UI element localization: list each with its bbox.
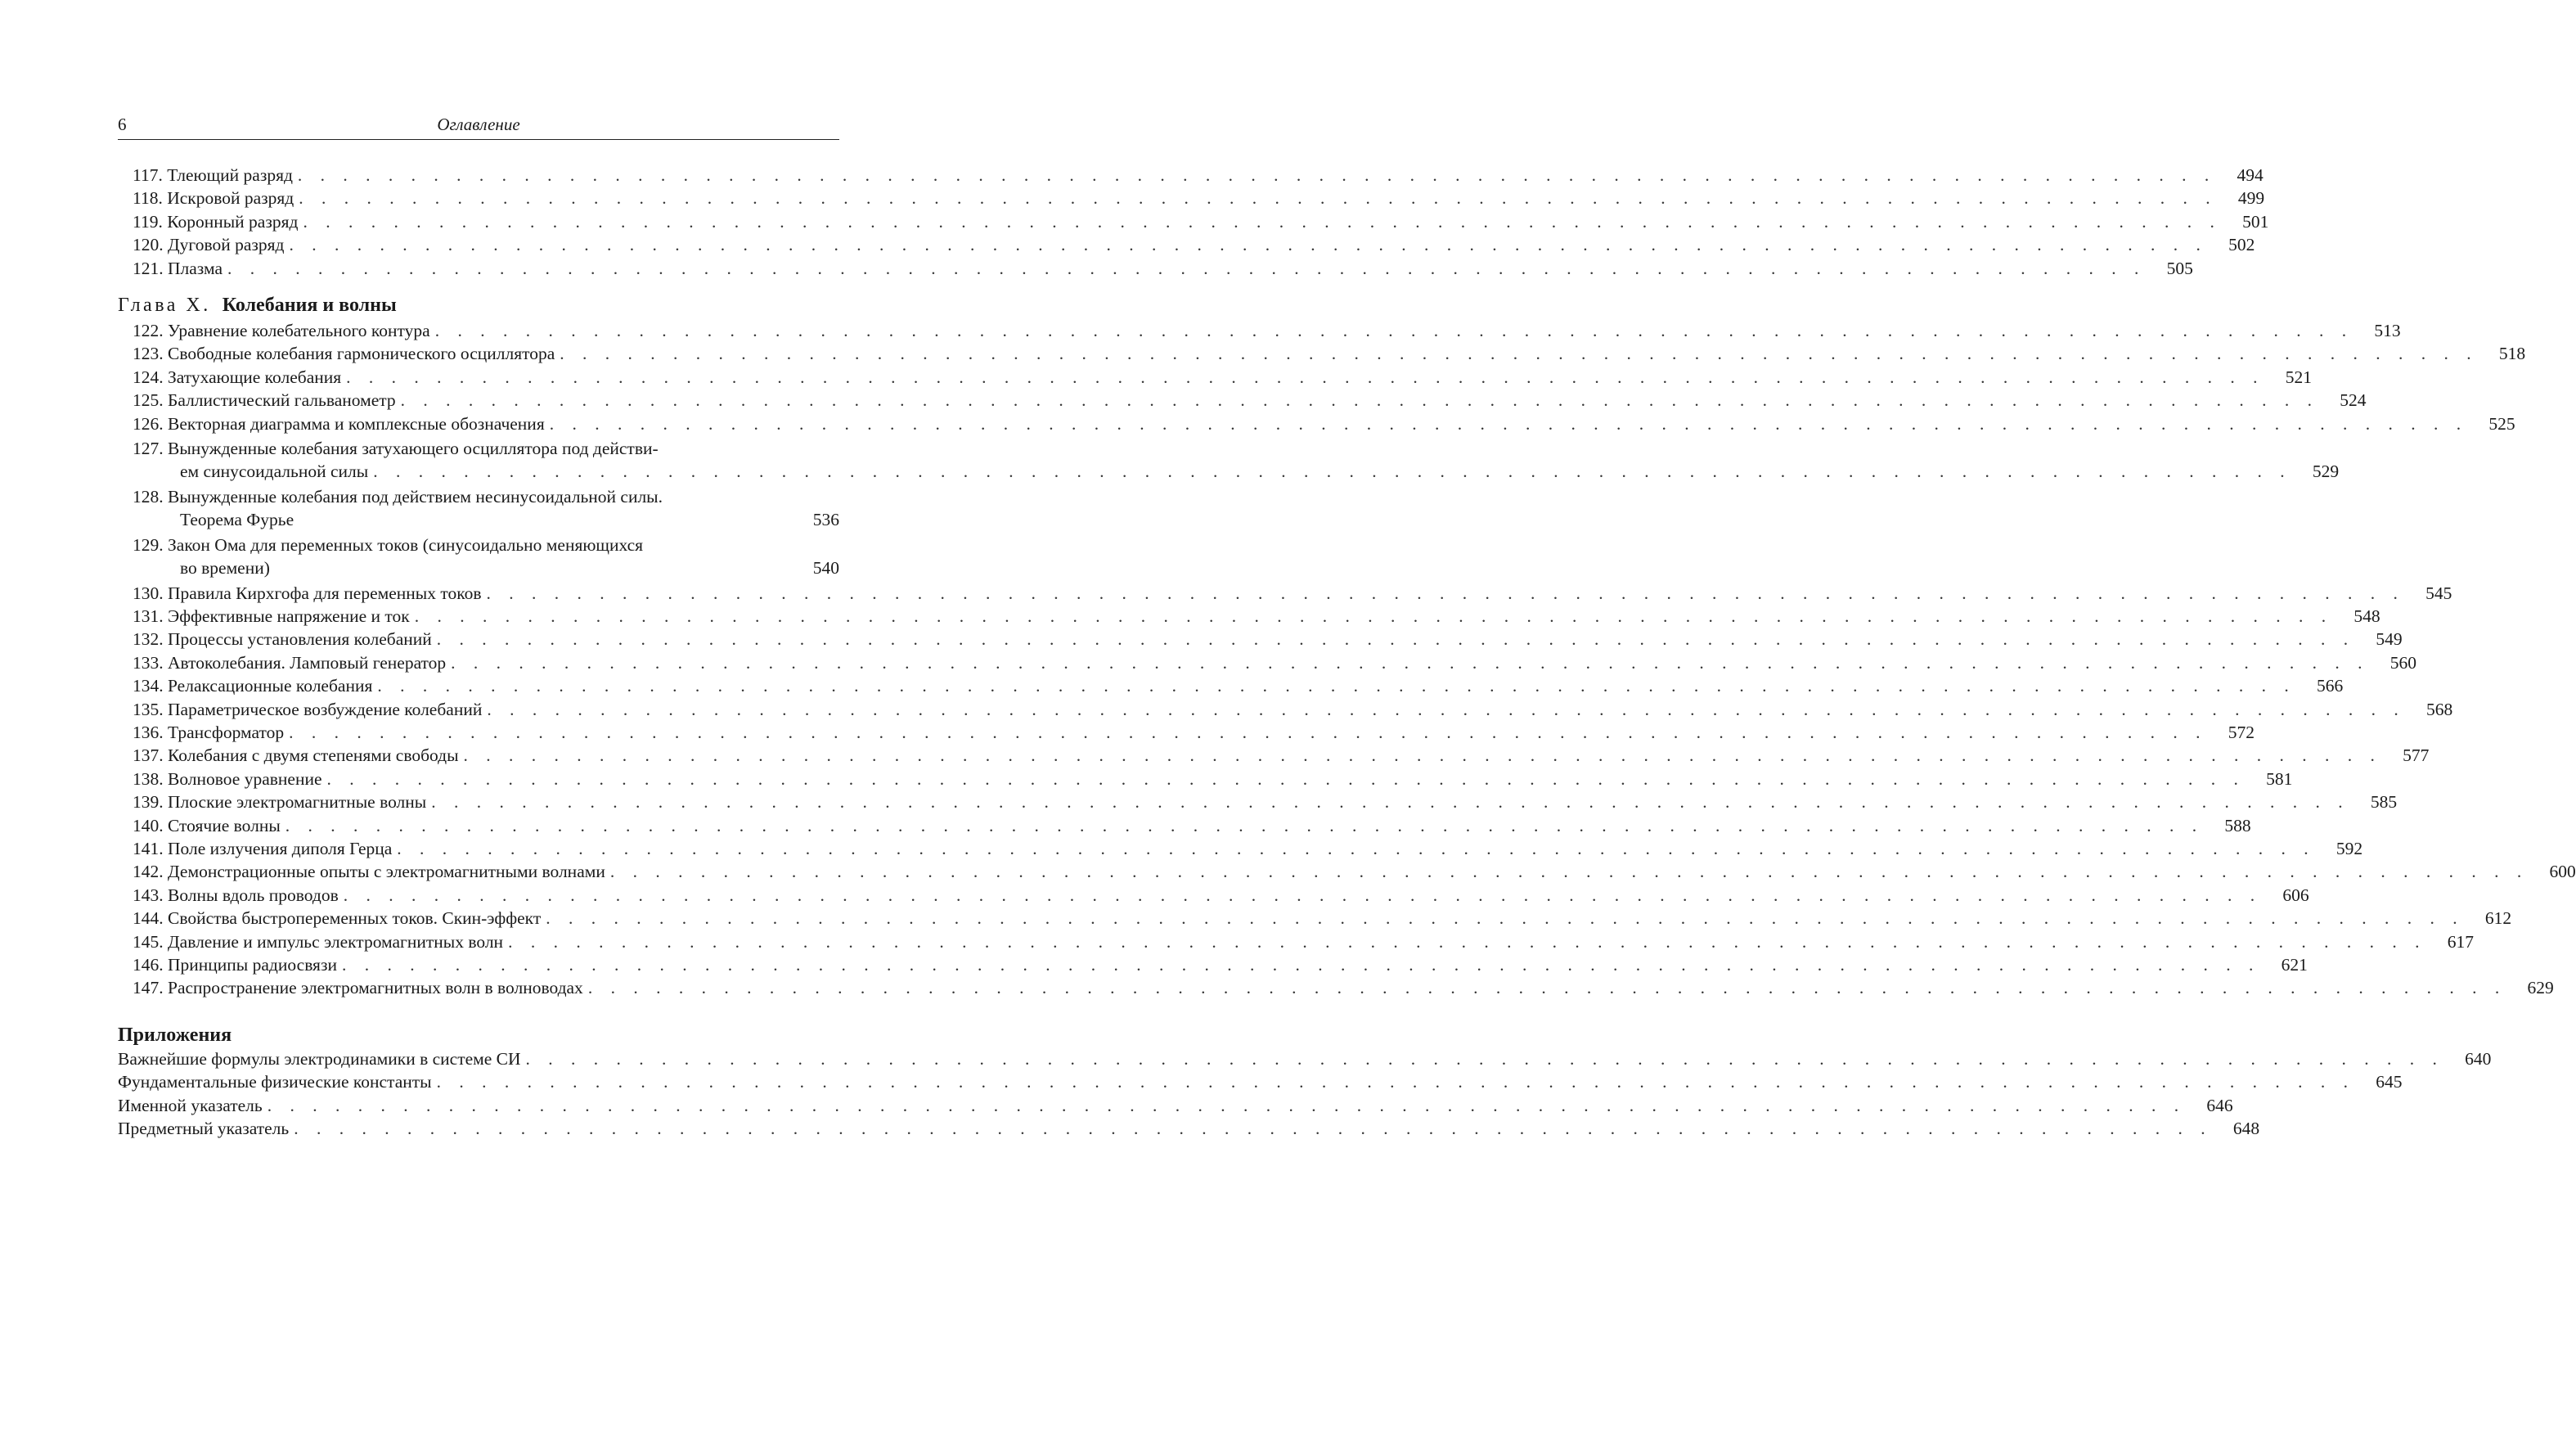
- entry-page: 585: [2370, 792, 2398, 813]
- toc-entry[interactable]: [118, 976, 2554, 999]
- entry-title: Распространение электромагнитных волн в волноводах: [168, 978, 583, 998]
- toc-entry[interactable]: [118, 814, 2251, 837]
- entry-page: 572: [2228, 722, 2255, 742]
- dot-leader: . . . . . . . . . . . . . . . . . . . . . . . . . . . . . . . . . . . . . . . . . . . . . . . . . . . . . . . . . . . . . . . . . . . . . . . . . . . . . . . . . . . . .: [346, 367, 2265, 387]
- entry-page: 524: [2340, 390, 2367, 411]
- entry-page: 545: [2425, 583, 2452, 603]
- toc-entry[interactable]: [118, 651, 2417, 674]
- entry-page: 536: [812, 510, 839, 530]
- entry-page: 600: [2549, 862, 2576, 882]
- toc-group-chapter-a: [118, 319, 2526, 435]
- toc-group-previous-chapter: [118, 164, 2269, 280]
- entry-number: 123.: [133, 344, 168, 364]
- entry-number: 145.: [133, 931, 168, 952]
- dot-leader: . . . . . . . . . . . . . . . . . . . . . . . . . . . . . . . . . . . . . . . . . . . . . . . . . . . . . . . . . . . . . . . . . . . . . . . . . . . . . . . . . . . . .: [486, 583, 2405, 603]
- entry-title: Баллистический гальванометр: [168, 390, 396, 411]
- entry-title: Принципы радиосвязи: [168, 955, 337, 975]
- toc-entry[interactable]: [118, 698, 2453, 721]
- dot-leader: . . . . . . . . . . . . . . . . . . . . . . . . . . . . . . . . . . . . . . . . . . . . . . . . . . . . . . . . . . . . . . . . . . . . . . . . . . . . . . . . . . . . .: [431, 792, 2350, 813]
- toc-entry[interactable]: [118, 319, 2401, 342]
- entry-title: Плазма: [168, 258, 223, 278]
- entry-page: 577: [2403, 745, 2430, 766]
- dot-leader: . . . . . . . . . . . . . . . . . . . . . . . . . . . . . . . . . . . . . . . . . . . . . . . . . . . . . . . . . . . . . . . . . . . . . . . . . . . . . . . . . . . . .: [343, 885, 2262, 905]
- chapter-title: Колебания и волны: [222, 295, 397, 317]
- entry-number: 118.: [133, 188, 168, 209]
- dot-leader: . . . . . . . . . . . . . . . . . . . . . . . . . . . . . . . . . . . . . . . . . . . . . . . . . . . . . . . . . . . . . . . . . . . . . . . . . . . . . . . . . . . . .: [285, 815, 2204, 835]
- dot-leader: . . . . . . . . . . . . . . . . . . . . . . . . . . . . . . . . . . . . . . . . . . . . . . . . . . . . . . . . . . . . . . . . . . . . . . . . . . . . . . . . . . . . .: [487, 699, 2406, 719]
- dot-leader: . . . . . . . . . . . . . . . . . . . . . . . . . . . . . . . . . . . . . . . . . . . . . . . . . . . . . . . . . . . . . . . . . . . . . . . . . . . . . . . . . . . . .: [436, 1072, 2355, 1092]
- dot-leader: . . . . . . . . . . . . . . . . . . . . . . . . . . . . . . . . . . . . . . . . . . . . . . . . . . . . . . . . . . . . . . . . . . . . . . . . . . . . . . . . . . . . .: [289, 235, 2208, 255]
- dot-leader: . . . . . . . . . . . . . . . . . . . . . . . . . . . . . . . . . . . . . . . . . . . . . . . . . . . . . . . . . . . . . . . . . . . . . . . . . . . . . . . . . . . . .: [463, 745, 2382, 766]
- entry-number: 125.: [133, 390, 168, 411]
- entry-title: Правила Кирхгофа для переменных токов: [168, 583, 482, 603]
- dot-leader: . . . . . . . . . . . . . . . . . . . . . . . . . . . . . . . . . . . . . . . . . . . . . . . . . . . . . . . . . . . . . . . . . . . . . . . . . . . . . . . . . . . . .: [341, 955, 2260, 975]
- toc-entry[interactable]: [118, 605, 2380, 628]
- entry-title: Именной указатель: [118, 1095, 263, 1115]
- dot-leader: . . . . . . . . . . . . . . . . . . . . . . . . . . . . . . . . . . . . . . . . . . . . . . . . . . . . . . . . . . . . . . . . . . . . . . . . . . . . . . . . . . . . .: [299, 188, 2218, 209]
- entry-page: 617: [2447, 931, 2474, 952]
- toc-entry[interactable]: [118, 342, 2526, 365]
- entry-title: Демонстрационные опыты с электромагнитными волнами: [168, 862, 605, 882]
- entry-page: 501: [2242, 211, 2269, 232]
- entry-title-line2: ем синусоидальной силы: [180, 462, 369, 482]
- entry-number: 144.: [133, 908, 168, 929]
- entry-title: Предметный указатель: [118, 1119, 290, 1139]
- toc-entry-multiline[interactable]: [118, 437, 2340, 484]
- toc-entry[interactable]: [118, 884, 2309, 907]
- entry-number: 129.: [133, 534, 168, 555]
- toc-group-appendix: [118, 1047, 2492, 1141]
- entry-number: 135.: [133, 699, 168, 719]
- entry-title-line2: Теорема Фурье: [180, 510, 294, 530]
- entry-number: 137.: [133, 745, 168, 766]
- toc-entry[interactable]: [118, 1047, 2492, 1070]
- entry-page: 505: [2166, 258, 2193, 278]
- entry-page: 518: [2498, 344, 2526, 364]
- entry-number: 140.: [133, 815, 168, 835]
- entry-page: 646: [2206, 1095, 2233, 1115]
- entry-number: 126.: [133, 413, 168, 434]
- toc-entry[interactable]: [118, 1094, 2233, 1117]
- entry-title: Параметрическое возбуждение колебаний: [168, 699, 483, 719]
- toc-entry[interactable]: [118, 674, 2344, 697]
- entry-first-line: [133, 534, 839, 556]
- entry-title: Волновое уравнение: [168, 768, 322, 789]
- toc-entry[interactable]: [118, 907, 2512, 930]
- entry-second-line: [133, 460, 2340, 483]
- entry-title-line2: во времени): [180, 558, 270, 579]
- entry-page: 588: [2224, 815, 2251, 835]
- entry-number: 147.: [133, 978, 168, 998]
- entry-number: 122.: [133, 321, 168, 341]
- entry-number: 139.: [133, 792, 168, 813]
- entry-number: 121.: [133, 258, 168, 278]
- dot-leader: . . . . . . . . . . . . . . . . . . . . . . . . . . . . . . . . . . . . . . . . . . . . . . . . . . . . . . . . . . . . . . . . . . . . . . . . . . . . . . . . . . . . .: [400, 390, 2319, 411]
- entry-page: 566: [2316, 676, 2344, 696]
- chapter-label: Глава X.: [118, 295, 211, 317]
- running-title: Оглавление: [437, 115, 520, 134]
- toc-entry[interactable]: [118, 790, 2398, 813]
- entry-title: Искровой разряд: [167, 188, 294, 209]
- entry-title: Релаксационные колебания: [168, 676, 373, 696]
- dot-leader: . . . . . . . . . . . . . . . . . . . . . . . . . . . . . . . . . . . . . . . . . . . . . . . . . . . . . . . . . . . . . . . . . . . . . . . . . . . . . . . . . . . . .: [397, 838, 2316, 858]
- toc-entry[interactable]: [118, 164, 2264, 187]
- entry-title: Поле излучения диполя Герца: [168, 838, 393, 858]
- toc-entry-multiline[interactable]: [118, 485, 839, 532]
- toc-entry[interactable]: [118, 187, 2265, 209]
- entry-page: 549: [2376, 629, 2403, 650]
- entry-page: 499: [2237, 188, 2265, 209]
- entry-number: 120.: [133, 235, 168, 255]
- entry-title: Волны вдоль проводов: [168, 885, 339, 905]
- entry-number: 136.: [133, 722, 168, 742]
- entry-number: 133.: [133, 652, 168, 673]
- toc-entry[interactable]: [118, 744, 2430, 767]
- entry-page: 513: [2374, 321, 2401, 341]
- entry-number: 132.: [133, 629, 168, 650]
- entry-page: 560: [2389, 652, 2417, 673]
- toc-entry[interactable]: [118, 1117, 2260, 1140]
- entry-number: 134.: [133, 676, 168, 696]
- entry-number: 117.: [133, 165, 168, 185]
- entry-title: Векторная диаграмма и комплексные обозначения: [168, 413, 545, 434]
- toc-entry[interactable]: [118, 233, 2255, 256]
- entry-page: 540: [812, 558, 839, 579]
- entry-page: 645: [2376, 1072, 2403, 1092]
- dot-leader: . . . . . . . . . . . . . . . . . . . . . . . . . . . . . . . . . . . . . . . . . . . . . . . . . . . . . . . . . . . . . . . . . . . . . . . . . . . . . . . . . . . . .: [297, 165, 2216, 185]
- toc-entry[interactable]: [118, 582, 2452, 605]
- toc-entry[interactable]: [118, 953, 2308, 976]
- entry-number: 128.: [133, 486, 168, 507]
- dot-leader: . . . . . . . . . . . . . . . . . . . . . . . . . . . . . . . . . . . . . . . . . . . . . . . . . . . . . . . . . . . . . . . . . . . . . . . . . . . . . . . . . . . . .: [414, 606, 2333, 626]
- dot-leader: . . . . . . . . . . . . . . . . . . . . . . . . . . . . . . . . . . . . . . . . . . . . . . . . . . . . . . . . . . . . . . . . . . . . . . . . . . . . . . . . . . . . .: [560, 344, 2479, 364]
- toc-entry[interactable]: [118, 721, 2255, 744]
- entry-page: 548: [2353, 606, 2380, 626]
- entry-title-line1: Закон Ома для переменных токов (синусоидально меняющихся: [168, 534, 644, 555]
- entry-first-line: [133, 437, 839, 460]
- toc-entry[interactable]: [118, 930, 2474, 953]
- dot-leader: . . . . . . . . . . . . . . . . . . . . . . . . . . . . . . . . . . . . . . . . . . . . . . . . . . . . . . . . . . . . . . . . . . . . . . . . . . . . . . . . . . . . .: [451, 652, 2370, 673]
- entry-number: 138.: [133, 768, 168, 789]
- dot-leader: . . . . . . . . . . . . . . . . . . . . . . . . . . . . . . . . . . . . . . . . . . . . . . . . . . . . . . . . . . . . . . . . . . . . . . . . . . . . . . . . . . . . .: [373, 462, 2292, 482]
- entry-number: 124.: [133, 367, 168, 387]
- entry-page: 629: [2527, 978, 2554, 998]
- entry-number: 131.: [133, 606, 168, 626]
- entry-title: Дуговой разряд: [168, 235, 285, 255]
- entry-title: Свободные колебания гармонического осциллятора: [168, 344, 555, 364]
- entry-title: Стоячие волны: [168, 815, 281, 835]
- dot-leader: . . . . . . . . . . . . . . . . . . . . . . . . . . . . . . . . . . . . . . . . . . . . . . . . . . . . . . . . . . . . . . . . . . . . . . . . . . . . . . . . . . . . .: [377, 676, 2296, 696]
- entry-title: Процессы установления колебаний: [168, 629, 432, 650]
- entry-page: 606: [2282, 885, 2309, 905]
- entry-title: Важнейшие формулы электродинамики в системе СИ: [118, 1048, 521, 1069]
- entry-first-line: [133, 485, 839, 508]
- toc-entry[interactable]: [118, 366, 2313, 389]
- entry-page: 502: [2228, 235, 2255, 255]
- dot-leader: . . . . . . . . . . . . . . . . . . . . . . . . . . . . . . . . . . . . . . . . . . . . . . . . . . . . . . . . . . . . . . . . . . . . . . . . . . . . . . . . . . . . .: [294, 1119, 2213, 1139]
- entry-number: 143.: [133, 885, 168, 905]
- entry-page: 592: [2335, 838, 2363, 858]
- entry-page: 648: [2232, 1119, 2260, 1139]
- entry-page: 581: [2266, 768, 2293, 789]
- entry-page: 640: [2465, 1048, 2492, 1069]
- dot-leader: . . . . . . . . . . . . . . . . . . . . . . . . . . . . . . . . . . . . . . . . . . . . . . . . . . . . . . . . . . . . . . . . . . . . . . . . . . . . . . . . . . . . .: [546, 908, 2465, 929]
- dot-leader: . . . . . . . . . . . . . . . . . . . . . . . . . . . . . . . . . . . . . . . . . . . . . . . . . . . . . . . . . . . . . . . . . . . . . . . . . . . . . . . . . . . . .: [267, 1095, 2186, 1115]
- entry-title: Затухающие колебания: [168, 367, 342, 387]
- dot-leader: . . . . . . . . . . . . . . . . . . . . . . . . . . . . . . . . . . . . . . . . . . . . . . . . . . . . . . . . . . . . . . . . . . . . . . . . . . . . . . . . . . . . .: [549, 413, 2468, 434]
- toc-entry[interactable]: [118, 389, 2367, 412]
- toc-entry[interactable]: [118, 257, 2193, 280]
- toc-entry-multiline[interactable]: [118, 534, 839, 580]
- entry-number: 141.: [133, 838, 168, 858]
- entry-title: Фундаментальные физические константы: [118, 1072, 432, 1092]
- entry-title: Трансформатор: [168, 722, 285, 742]
- entry-number: 130.: [133, 583, 168, 603]
- entry-page: 521: [2285, 367, 2313, 387]
- toc-entry[interactable]: [118, 860, 2576, 883]
- entry-title: Уравнение колебательного контура: [168, 321, 430, 341]
- entry-page: 612: [2484, 908, 2512, 929]
- dot-leader: . . . . . . . . . . . . . . . . . . . . . . . . . . . . . . . . . . . . . . . . . . . . . . . . . . . . . . . . . . . . . . . . . . . . . . . . . . . . . . . . . . . . .: [434, 321, 2353, 341]
- dot-leader: . . . . . . . . . . . . . . . . . . . . . . . . . . . . . . . . . . . . . . . . . . . . . . . . . . . . . . . . . . . . . . . . . . . . . . . . . . . . . . . . . . . . .: [587, 978, 2506, 998]
- dot-leader: . . . . . . . . . . . . . . . . . . . . . . . . . . . . . . . . . . . . . . . . . . . . . . . . . . . . . . . . . . . . . . . . . . . . . . . . . . . . . . . . . . . . .: [227, 258, 2146, 278]
- entry-title: Плоские электромагнитные волны: [168, 792, 427, 813]
- appendix-heading: Приложения: [118, 1024, 232, 1046]
- entry-number: 142.: [133, 862, 168, 882]
- table-of-contents: [118, 164, 2576, 1140]
- dot-leader: . . . . . . . . . . . . . . . . . . . . . . . . . . . . . . . . . . . . . . . . . . . . . . . . . . . . . . . . . . . . . . . . . . . . . . . . . . . . . . . . . . . . .: [289, 722, 2207, 742]
- dot-leader: . . . . . . . . . . . . . . . . . . . . . . . . . . . . . . . . . . . . . . . . . . . . . . . . . . . . . . . . . . . . . . . . . . . . . . . . . . . . . . . . . . . . .: [525, 1048, 2444, 1069]
- entry-second-line: [133, 508, 839, 531]
- toc-entry[interactable]: [118, 412, 2515, 435]
- entry-second-line: [133, 556, 839, 579]
- entry-page: 494: [2237, 165, 2264, 185]
- toc-group-multiline: [118, 437, 2340, 579]
- chapter-heading: [118, 293, 839, 317]
- entry-number: 146.: [133, 955, 168, 975]
- entry-number: 127.: [133, 439, 168, 459]
- dot-leader: . . . . . . . . . . . . . . . . . . . . . . . . . . . . . . . . . . . . . . . . . . . . . . . . . . . . . . . . . . . . . . . . . . . . . . . . . . . . . . . . . . . . .: [303, 211, 2222, 232]
- entry-title: Эффективные напряжение и ток: [168, 606, 410, 626]
- entry-title: Давление и импульс электромагнитных волн: [168, 931, 504, 952]
- toc-entry[interactable]: [118, 837, 2363, 860]
- toc-entry[interactable]: [118, 1070, 2403, 1093]
- toc-entry[interactable]: [118, 768, 2293, 790]
- toc-entry[interactable]: [118, 210, 2269, 233]
- entry-title: Коронный разряд: [167, 211, 299, 232]
- entry-title: Колебания с двумя степенями свободы: [168, 745, 459, 766]
- toc-entry[interactable]: [118, 628, 2403, 651]
- entry-title: Свойства быстропеременных токов. Скин-эффект: [168, 908, 542, 929]
- running-header: [118, 115, 839, 140]
- entry-title: Тлеющий разряд: [167, 165, 293, 185]
- page-number: 6: [118, 115, 127, 134]
- dot-leader: . . . . . . . . . . . . . . . . . . . . . . . . . . . . . . . . . . . . . . . . . . . . . . . . . . . . . . . . . . . . . . . . . . . . . . . . . . . . . . . . . . . . .: [508, 931, 2426, 952]
- entry-page: 621: [2281, 955, 2308, 975]
- toc-group-chapter-b: [118, 582, 2576, 1000]
- entry-title: Автоколебания. Ламповый генератор: [168, 652, 447, 673]
- dot-leader: . . . . . . . . . . . . . . . . . . . . . . . . . . . . . . . . . . . . . . . . . . . . . . . . . . . . . . . . . . . . . . . . . . . . . . . . . . . . . . . . . . . . .: [326, 768, 2246, 789]
- entry-number: 119.: [133, 211, 168, 232]
- entry-title-line1: Вынужденные колебания под действием несинусоидальной силы.: [168, 486, 663, 507]
- entry-page: 529: [2312, 462, 2340, 482]
- dot-leader: . . . . . . . . . . . . . . . . . . . . . . . . . . . . . . . . . . . . . . . . . . . . . . . . . . . . . . . . . . . . . . . . . . . . . . . . . . . . . . . . . . . . .: [436, 629, 2355, 650]
- entry-page: 568: [2425, 699, 2453, 719]
- dot-leader: . . . . . . . . . . . . . . . . . . . . . . . . . . . . . . . . . . . . . . . . . . . . . . . . . . . . . . . . . . . . . . . . . . . . . . . . . . . . . . . . . . . . .: [609, 862, 2529, 882]
- entry-page: 525: [2488, 413, 2515, 434]
- entry-title-line1: Вынужденные колебания затухающего осциллятора под действи-: [168, 439, 659, 459]
